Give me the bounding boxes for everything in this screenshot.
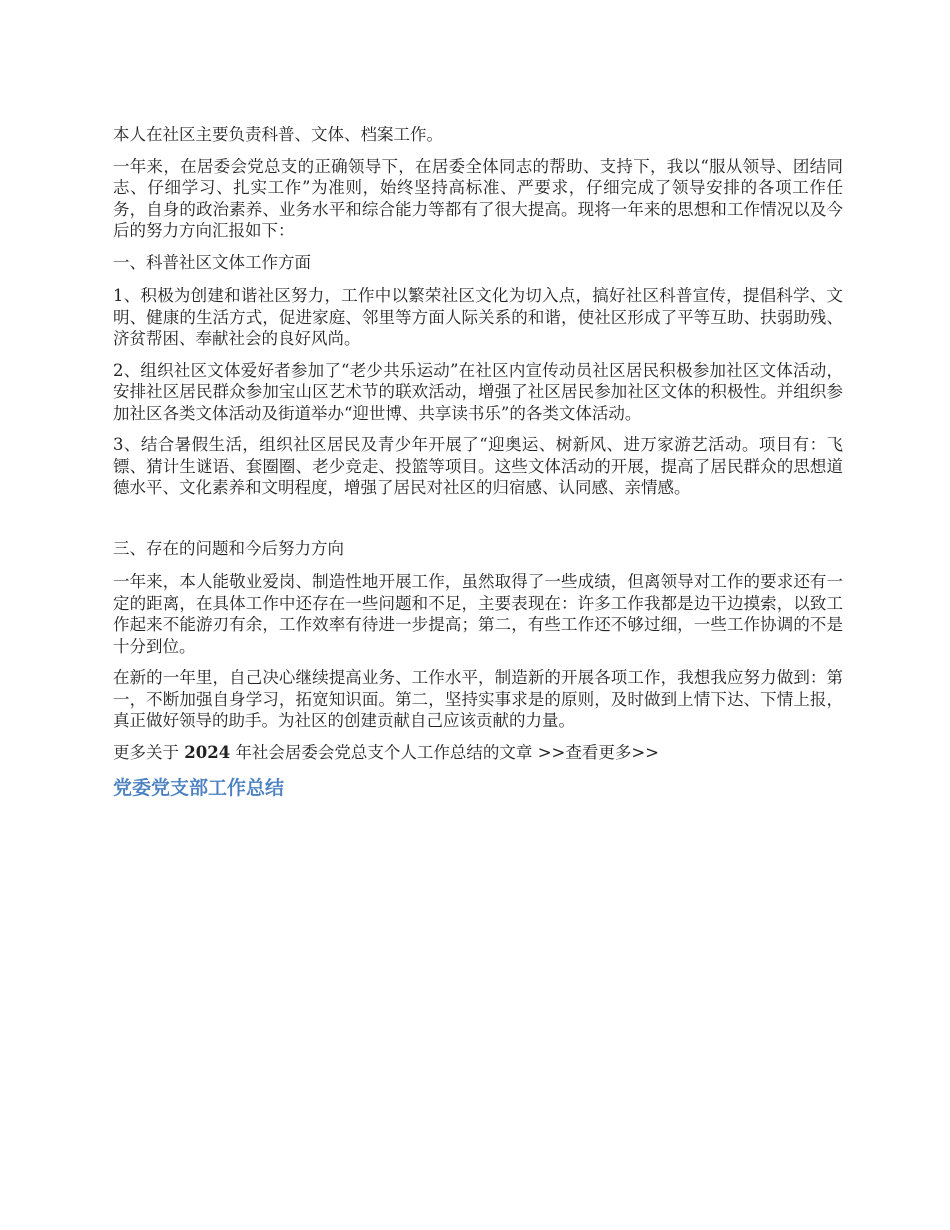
- section-gap: [113, 509, 843, 538]
- more-articles-line: [113, 742, 843, 764]
- item-paragraph-3: 3、结合暑假生活，组织社区居民及青少年开展了“迎奥运、树新风、进万家游艺活动。项目有：飞镖、猜计生谜语、套圈圈、老少竞走、投篮等项目。这些文体活动的开展，提高了居民群众的思想道德水平、文化素养和文明程度，增强了居民对社区的归宿感、认同感、亲情感。: [113, 435, 843, 497]
- plan-paragraph: 在新的一年里，自己决心继续提高业务、工作水平，制造新的开展各项工作，我想我应努力做到：第一，不断加强自身学习，拓宽知识面。第二，坚持实事求是的原则，及时做到上情下达、下情上报，真正做好领导的助手。为社区的创建贡献自己应该贡献的力量。: [113, 668, 843, 730]
- overview-paragraph: 一年来，在居委会党总支的正确领导下，在居委全体同志的帮助、支持下，我以“服从领导、团结同志、仔细学习、扎实工作”为准则，始终坚持高标准、严要求，仔细完成了领导安排的各项工作任务，自身的政治素养、业务水平和综合能力等都有了很大提高。现将一年来的思想和工作情况以及今后的努力方向汇报如下：: [113, 156, 843, 240]
- section-heading-science-culture: 一、科普社区文体工作方面: [113, 252, 311, 272]
- intro-paragraph: 本人在社区主要负责科普、文体、档案工作。: [113, 125, 443, 144]
- item-paragraph-1: 1、积极为创建和谐社区努力，工作中以繁荣社区文化为切入点，搞好社区科普宣传，提倡科学、文明、健康的生活方式，促进家庭、邻里等方面人际关系的和谐，使社区形成了平等互助、扶弱助残、济贫帮困、奉献社会的良好风尚。: [113, 286, 843, 348]
- section-heading-problems: 三、存在的问题和今后努力方向: [113, 538, 344, 558]
- item-paragraph-2: 2、组织社区文体爱好者参加了“老少共乐运动”在社区内宣传动员社区居民积极参加社区文体活动，安排社区居民群众参加宝山区艺术节的联欢活动，增强了社区居民参加社区文体的积极性。并组织参加社区各类文体活动及街道举办“迎世博、共享读书乐”的各类文体活动。: [113, 360, 843, 423]
- more-year: 2024: [184, 742, 231, 762]
- article-body: [113, 124, 843, 801]
- view-more-link[interactable]: >>查看更多>>: [537, 742, 659, 762]
- more-prefix: 更多关于: [113, 742, 185, 762]
- related-title[interactable]: 党委党支部工作总结: [113, 777, 285, 799]
- more-suffix: 年社会居委会党总支个人工作总结的文章: [230, 742, 538, 762]
- problems-paragraph: 一年来，本人能敬业爱岗、制造性地开展工作，虽然取得了一些成绩，但离领导对工作的要求还有一定的距离，在具体工作中还存在一些问题和不足，主要表现在：许多工作我都是边干边摸索，以致工作起来不能游刃有余，工作效率有待进一步提高；第二，有些工作还不够过细，一些工作协调的不是十分到位。: [113, 572, 843, 656]
